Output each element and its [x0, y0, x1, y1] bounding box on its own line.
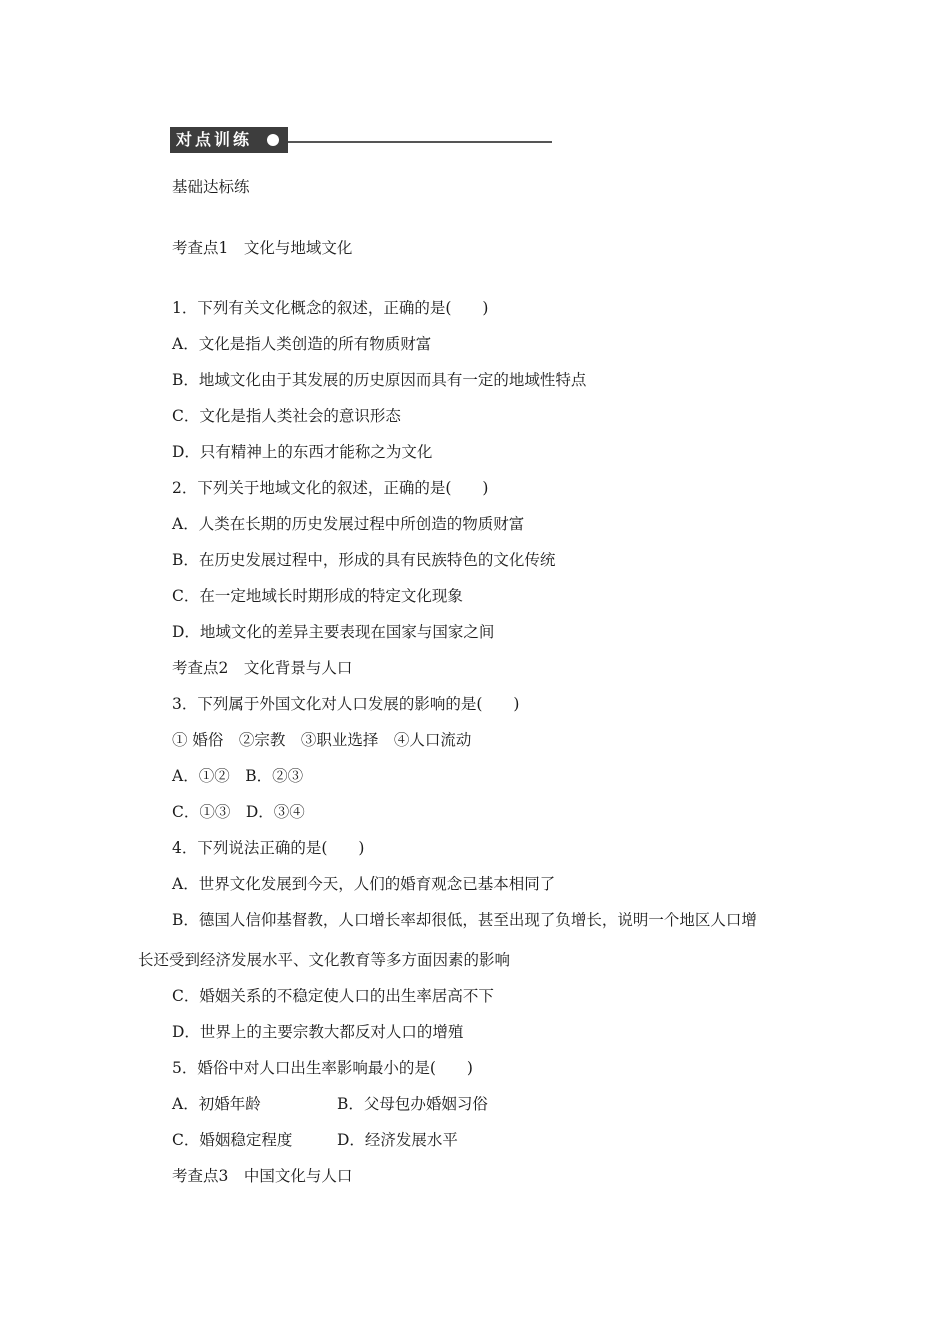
q1-option-c: C．文化是指人类社会的意识形态	[172, 407, 401, 425]
question-5: 5．婚俗中对人口出生率影响最小的是( )	[172, 1059, 473, 1077]
question-2: 2．下列关于地域文化的叙述，正确的是( )	[172, 479, 489, 497]
question-1: 1．下列有关文化概念的叙述，正确的是( )	[172, 299, 489, 317]
q1-option-d: D．只有精神上的东西才能称之为文化	[172, 443, 433, 461]
q4-option-b-continued: 长还受到经济发展水平、文化教育等多方面因素的影响	[138, 951, 511, 969]
banner-rule	[288, 141, 552, 143]
question-4: 4．下列说法正确的是( )	[172, 839, 365, 857]
topic-heading-1: 考查点1 文化与地域文化	[172, 239, 353, 257]
q5-option-b: B．父母包办婚姻习俗	[337, 1095, 488, 1113]
q3-options-ab: A．①② B．②③	[172, 767, 304, 785]
q3-options-cd: C．①③ D．③④	[172, 803, 305, 821]
banner-label: 对点训练	[170, 127, 288, 153]
q3-items: ① 婚俗 ②宗教 ③职业选择 ④人口流动	[172, 731, 472, 749]
question-3: 3．下列属于外国文化对人口发展的影响的是( )	[172, 695, 520, 713]
section-banner	[170, 127, 552, 153]
q1-option-a: A．文化是指人类创造的所有物质财富	[172, 335, 432, 353]
q5-option-c: C．婚姻稳定程度	[172, 1131, 293, 1149]
q2-option-c: C．在一定地域长时期形成的特定文化现象	[172, 587, 463, 605]
q5-option-a: A．初婚年龄	[172, 1095, 261, 1113]
q2-option-d: D．地域文化的差异主要表现在国家与国家之间	[172, 623, 495, 641]
q1-option-b: B．地域文化由于其发展的历史原因而具有一定的地域性特点	[172, 371, 587, 389]
q2-option-a: A．人类在长期的历史发展过程中所创造的物质财富	[172, 515, 525, 533]
q4-option-d: D．世界上的主要宗教大都反对人口的增殖	[172, 1023, 464, 1041]
q4-option-b: B．德国人信仰基督教，人口增长率却很低，甚至出现了负增长，说明一个地区人口增	[172, 911, 757, 929]
q5-options-row-1	[172, 1094, 488, 1114]
q2-option-b: B．在历史发展过程中，形成的具有民族特色的文化传统	[172, 551, 556, 569]
topic-heading-3: 考查点3 中国文化与人口	[172, 1167, 353, 1185]
topic-heading-2: 考查点2 文化背景与人口	[172, 659, 353, 677]
section-title: 基础达标练	[172, 178, 250, 196]
banner-dot-icon	[267, 134, 279, 146]
q5-option-d: D．经济发展水平	[337, 1131, 458, 1149]
q4-option-c: C．婚姻关系的不稳定使人口的出生率居高不下	[172, 987, 494, 1005]
q4-option-a: A．世界文化发展到今天，人们的婚育观念已基本相同了	[172, 875, 556, 893]
q5-options-row-2	[172, 1130, 458, 1150]
